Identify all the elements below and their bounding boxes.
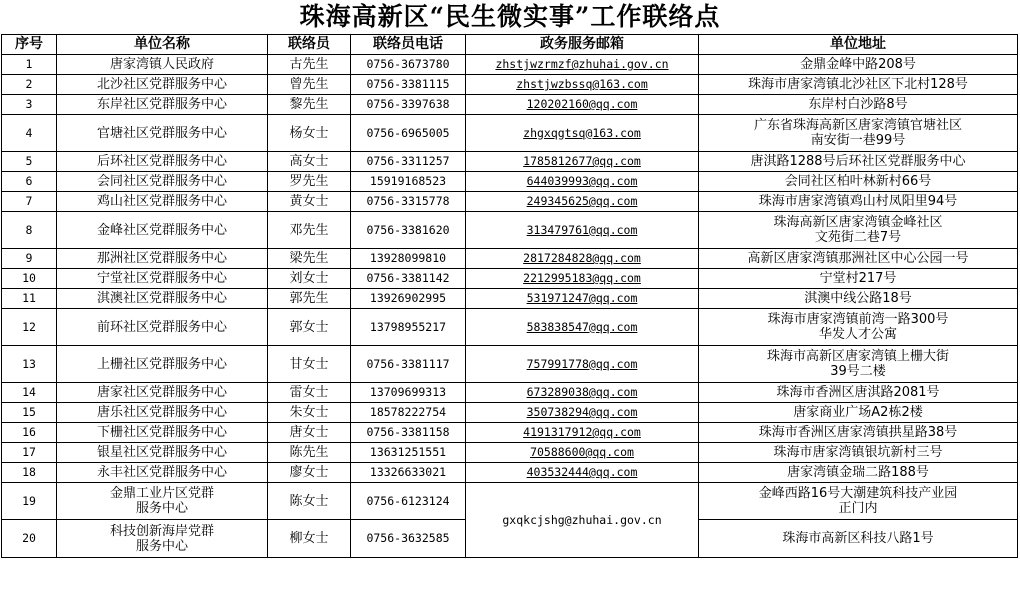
address-line: 正门内 <box>838 501 878 516</box>
unit-name-line: 金鼎工业片区党群 <box>109 486 214 501</box>
email-link[interactable]: zhstjwzbssq@163.com <box>516 77 648 91</box>
table-row <box>2 192 1018 212</box>
email-link[interactable]: 403532444@qq.com <box>526 465 638 479</box>
unit-address <box>699 463 1018 483</box>
email-cell <box>466 383 699 403</box>
email-cell <box>466 403 699 423</box>
header-row <box>2 35 1018 55</box>
row-number: 14 <box>2 383 57 403</box>
contact-table <box>1 34 1018 558</box>
email-link[interactable]: 583838547@qq.com <box>526 319 638 334</box>
table-row <box>2 383 1018 403</box>
header-email: 政务服务邮箱 <box>466 35 699 55</box>
unit-name <box>57 383 268 403</box>
table-row <box>2 346 1018 383</box>
header-contact: 联络员 <box>268 35 351 55</box>
email-link[interactable]: zhgxqgtsq@163.com <box>523 125 641 140</box>
email-link[interactable]: 2212995183@qq.com <box>523 271 641 285</box>
contact-phone: 13326633021 <box>351 463 466 483</box>
contact-person: 廖女士 <box>268 463 351 483</box>
email-cell <box>466 463 699 483</box>
table-row <box>2 309 1018 346</box>
row-number: 19 <box>2 483 57 520</box>
contact-phone: 0756-3632585 <box>351 520 466 558</box>
unit-address <box>699 483 1018 520</box>
contact-phone: 0756-3673780 <box>351 55 466 75</box>
unit-address <box>699 443 1018 463</box>
address-line: 珠海市高新区科技八路1号 <box>782 531 934 546</box>
row-number: 20 <box>2 520 57 558</box>
row-number: 15 <box>2 403 57 423</box>
unit-address <box>699 95 1018 115</box>
unit-name-line: 后环社区党群服务中心 <box>96 154 227 169</box>
address-line: 39号二楼 <box>830 364 886 379</box>
email-link[interactable]: 313479761@qq.com <box>526 222 638 237</box>
contact-phone: 0756-3381117 <box>351 346 466 383</box>
unit-name <box>57 75 268 95</box>
email-cell <box>466 309 699 346</box>
unit-name <box>57 212 268 249</box>
contact-person: 刘女士 <box>268 269 351 289</box>
unit-name-line: 下栅社区党群服务中心 <box>96 425 227 440</box>
email-cell <box>466 95 699 115</box>
unit-name <box>57 192 268 212</box>
unit-name <box>57 289 268 309</box>
row-number: 3 <box>2 95 57 115</box>
table-row <box>2 75 1018 95</box>
header-no: 序号 <box>2 35 57 55</box>
unit-name-line: 唐家湾镇人民政府 <box>109 57 214 72</box>
contact-person: 雷女士 <box>268 383 351 403</box>
contact-person: 陈女士 <box>268 483 351 520</box>
table-row <box>2 249 1018 269</box>
page-title: 珠海高新区“民生微实事”工作联络点 <box>299 2 721 31</box>
contact-person: 柳女士 <box>268 520 351 558</box>
row-number: 9 <box>2 249 57 269</box>
contact-phone: 0756-3381158 <box>351 423 466 443</box>
row-number: 4 <box>2 115 57 152</box>
address-line: 珠海高新区唐家湾镇金峰社区 <box>773 215 943 230</box>
row-number: 12 <box>2 309 57 346</box>
address-line: 珠海市香洲区唐家湾镇拱星路38号 <box>758 425 958 440</box>
unit-name-line: 会同社区党群服务中心 <box>96 174 227 189</box>
address-line: 珠海市唐家湾镇鸡山村凤阳里94号 <box>758 194 958 209</box>
contact-person: 梁先生 <box>268 249 351 269</box>
contact-phone: 0756-3397638 <box>351 95 466 115</box>
contact-person: 郭女士 <box>268 309 351 346</box>
unit-name <box>57 346 268 383</box>
unit-address <box>699 172 1018 192</box>
unit-address <box>699 520 1018 558</box>
table-row <box>2 289 1018 309</box>
unit-address <box>699 152 1018 172</box>
row-number: 2 <box>2 75 57 95</box>
address-line: 华发人才公寓 <box>818 327 897 342</box>
unit-address <box>699 309 1018 346</box>
contact-phone: 15919168523 <box>351 172 466 192</box>
unit-name-line: 宁堂社区党群服务中心 <box>96 271 227 286</box>
address-line: 宁堂村217号 <box>819 271 897 286</box>
email-cell <box>466 269 699 289</box>
address-line: 唐家湾镇金瑞二路188号 <box>787 465 929 480</box>
email-cell <box>466 152 699 172</box>
table-row <box>2 152 1018 172</box>
header-address: 单位地址 <box>699 35 1018 55</box>
unit-name <box>57 152 268 172</box>
contact-person: 唐女士 <box>268 423 351 443</box>
table-row <box>2 172 1018 192</box>
email-cell <box>466 443 699 463</box>
email-cell <box>466 346 699 383</box>
contact-phone: 0756-3381142 <box>351 269 466 289</box>
contact-person: 朱女士 <box>268 403 351 423</box>
unit-name-line: 服务中心 <box>135 538 188 554</box>
address-line: 珠海市高新区唐家湾镇上栅大街 <box>766 349 949 364</box>
unit-name <box>57 483 268 520</box>
unit-name-line: 永丰社区党群服务中心 <box>96 465 227 480</box>
table-row <box>2 95 1018 115</box>
address-line: 珠海市唐家湾镇北沙社区下北村128号 <box>748 77 968 92</box>
unit-address <box>699 269 1018 289</box>
contact-phone: 13928099810 <box>351 249 466 269</box>
email-cell <box>466 55 699 75</box>
contact-person: 罗先生 <box>268 172 351 192</box>
email-link[interactable]: 673289038@qq.com <box>526 385 638 399</box>
table-row <box>2 269 1018 289</box>
address-line: 广东省珠海高新区唐家湾镇官塘社区 <box>753 118 962 133</box>
email-cell <box>466 423 699 443</box>
email-cell <box>466 75 699 95</box>
unit-name <box>57 403 268 423</box>
unit-address <box>699 55 1018 75</box>
unit-name-line: 唐乐社区党群服务中心 <box>96 405 227 420</box>
row-number: 18 <box>2 463 57 483</box>
unit-name-line: 银星社区党群服务中心 <box>96 445 227 460</box>
row-number: 16 <box>2 423 57 443</box>
email-link[interactable]: 757991778@qq.com <box>526 356 638 371</box>
unit-name-line: 科技创新海岸党群 <box>109 523 214 539</box>
contact-phone: 13709699313 <box>351 383 466 403</box>
row-number: 8 <box>2 212 57 249</box>
row-number: 17 <box>2 443 57 463</box>
unit-name <box>57 172 268 192</box>
contact-phone: 18578222754 <box>351 403 466 423</box>
contact-person: 古先生 <box>268 55 351 75</box>
unit-name-line: 官塘社区党群服务中心 <box>96 125 227 141</box>
contact-phone: 13926902995 <box>351 289 466 309</box>
unit-address <box>699 75 1018 95</box>
unit-name <box>57 95 268 115</box>
unit-address <box>699 249 1018 269</box>
row-number: 7 <box>2 192 57 212</box>
table-row <box>2 423 1018 443</box>
contact-person: 高女士 <box>268 152 351 172</box>
address-line: 高新区唐家湾镇那洲社区中心公园一号 <box>747 251 969 266</box>
contact-phone: 0756-3381115 <box>351 75 466 95</box>
contact-person: 曾先生 <box>268 75 351 95</box>
unit-name-line: 上栅社区党群服务中心 <box>96 356 227 372</box>
unit-address <box>699 346 1018 383</box>
email-cell <box>466 192 699 212</box>
email-cell <box>466 172 699 192</box>
contact-phone: 0756-3315778 <box>351 192 466 212</box>
unit-name-line: 北沙社区党群服务中心 <box>96 77 227 92</box>
contact-phone: 0756-3311257 <box>351 152 466 172</box>
unit-name <box>57 463 268 483</box>
address-line: 唐家商业广场A2栋2楼 <box>793 405 923 420</box>
email-link[interactable]: 120202160@qq.com <box>526 97 638 111</box>
contact-person: 黄女士 <box>268 192 351 212</box>
address-line: 唐淇路1288号后环社区党群服务中心 <box>750 154 966 169</box>
email-link[interactable]: 70588600@qq.com <box>530 445 634 459</box>
email-link[interactable]: 4191317912@qq.com <box>523 425 641 439</box>
email-cell <box>466 115 699 152</box>
contact-person: 杨女士 <box>268 115 351 152</box>
email-cell <box>466 249 699 269</box>
unit-name <box>57 443 268 463</box>
unit-address <box>699 115 1018 152</box>
email-cell: gxqkcjshg@zhuhai.gov.cn <box>466 483 699 558</box>
contact-person: 郭先生 <box>268 289 351 309</box>
address-line: 淇澳中线公路18号 <box>804 291 912 306</box>
unit-address <box>699 383 1018 403</box>
email-link[interactable]: 1785812677@qq.com <box>523 154 641 168</box>
address-line: 东岸村白沙路8号 <box>808 97 908 112</box>
header-unit: 单位名称 <box>57 35 268 55</box>
address-line: 珠海市香洲区唐淇路2081号 <box>776 385 940 400</box>
header-phone: 联络员电话 <box>351 35 466 55</box>
unit-name-line: 东岸社区党群服务中心 <box>96 97 227 112</box>
contact-phone: 0756-6965005 <box>351 115 466 152</box>
contact-person: 陈先生 <box>268 443 351 463</box>
unit-name <box>57 423 268 443</box>
unit-name <box>57 55 268 75</box>
address-line: 南安街一巷99号 <box>810 133 906 148</box>
email-link[interactable]: 350738294@qq.com <box>526 405 638 419</box>
row-number: 1 <box>2 55 57 75</box>
contact-person: 甘女士 <box>268 346 351 383</box>
unit-name-line: 唐家社区党群服务中心 <box>96 385 227 400</box>
unit-address <box>699 289 1018 309</box>
email-cell <box>466 289 699 309</box>
unit-name <box>57 115 268 152</box>
table-row <box>2 443 1018 463</box>
contact-phone: 13798955217 <box>351 309 466 346</box>
table-row <box>2 463 1018 483</box>
unit-name <box>57 269 268 289</box>
unit-name-line: 鸡山社区党群服务中心 <box>96 194 227 209</box>
email-cell <box>466 212 699 249</box>
table-row <box>2 212 1018 249</box>
table-row <box>2 483 1018 520</box>
row-number: 5 <box>2 152 57 172</box>
email-link[interactable]: 249345625@qq.com <box>526 194 638 208</box>
unit-name-line: 前环社区党群服务中心 <box>96 319 227 335</box>
address-line: 珠海市唐家湾镇银坑新村三号 <box>773 445 943 460</box>
row-number: 6 <box>2 172 57 192</box>
email-link[interactable]: zhstjwzrmzf@zhuhai.gov.cn <box>495 57 669 71</box>
address-line: 文苑街二巷7号 <box>814 230 902 245</box>
address-line: 会同社区柏叶林新村66号 <box>784 174 932 189</box>
address-line: 珠海市唐家湾镇前湾一路300号 <box>767 312 949 327</box>
contact-phone: 13631251551 <box>351 443 466 463</box>
table-body <box>2 55 1018 558</box>
unit-address <box>699 403 1018 423</box>
table-row <box>2 403 1018 423</box>
unit-address <box>699 423 1018 443</box>
contact-phone: 0756-6123124 <box>351 483 466 520</box>
unit-address <box>699 212 1018 249</box>
email-link[interactable]: 2817284828@qq.com <box>523 251 641 265</box>
address-line: 金峰西路16号大潮建筑科技产业园 <box>758 486 958 501</box>
address-line: 金鼎金峰中路208号 <box>800 57 916 72</box>
unit-name <box>57 309 268 346</box>
unit-name-line: 服务中心 <box>135 501 188 516</box>
email-link[interactable]: 531971247@qq.com <box>526 291 638 305</box>
contact-phone: 0756-3381620 <box>351 212 466 249</box>
table-row <box>2 115 1018 152</box>
unit-address <box>699 192 1018 212</box>
row-number: 13 <box>2 346 57 383</box>
contact-person: 邓先生 <box>268 212 351 249</box>
unit-name-line: 淇澳社区党群服务中心 <box>96 291 227 306</box>
table-row <box>2 55 1018 75</box>
email-link[interactable]: 644039993@qq.com <box>526 174 638 188</box>
unit-name <box>57 520 268 558</box>
contact-person: 黎先生 <box>268 95 351 115</box>
row-number: 10 <box>2 269 57 289</box>
unit-name <box>57 249 268 269</box>
unit-name-line: 金峰社区党群服务中心 <box>96 222 227 238</box>
row-number: 11 <box>2 289 57 309</box>
unit-name-line: 那洲社区党群服务中心 <box>96 251 227 266</box>
